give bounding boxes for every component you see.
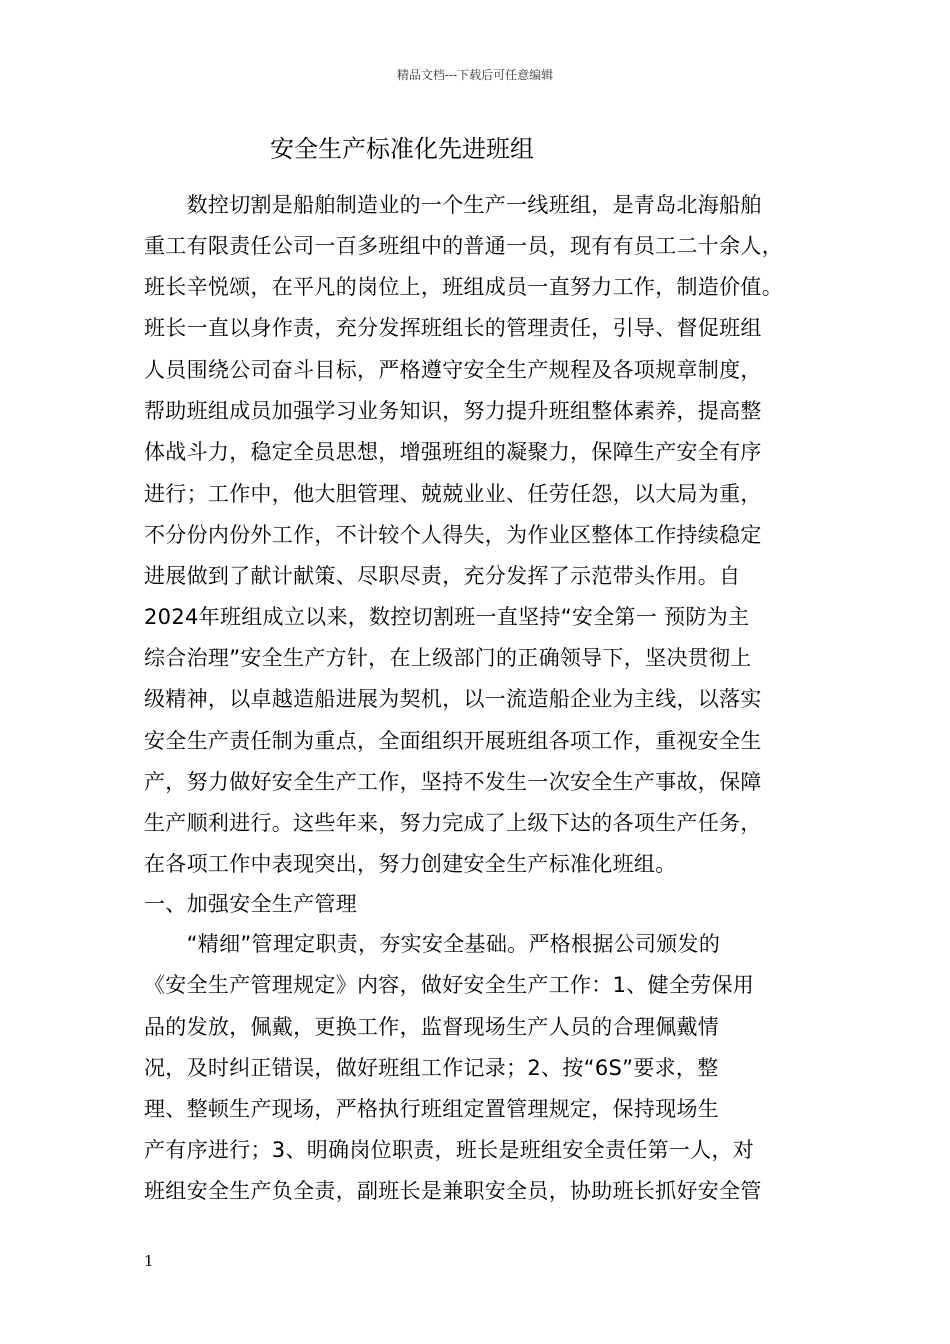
text-line: 进行；工作中，他大胆管理、兢兢业业、任劳任怨，以大局为重， (144, 482, 762, 506)
text-line: 产有序进行；3、明确岗位职责，班长是班组安全责任第一人，对 (144, 1138, 755, 1162)
text-line: 重工有限责任公司一百多班组中的普通一员，现有有员工二十余人， (144, 234, 783, 258)
text-line: 2024年班组成立以来，数控切割班一直坚持“安全第一 预防为主 (144, 605, 750, 629)
text-line: 帮助班组成员加强学习业务知识，努力提升班组整体素养，提高整 (144, 399, 762, 423)
text-line: 品的发放，佩戴，更换工作，监督现场生产人员的合理佩戴情 (144, 1015, 720, 1039)
text-line: 体战斗力，稳定全员思想，增强班组的凝聚力，保障生产安全有序 (144, 440, 762, 464)
text-line: 数控切割是船舶制造业的一个生产一线班组，是青岛北海船舶 (144, 193, 762, 217)
text-line: 安全生产责任制为重点，全面组织开展班组各项工作，重视安全生 (144, 729, 762, 753)
text-line: “精细”管理定职责，夯实安全基础。严格根据公司颁发的 (144, 932, 721, 956)
text-line: 况，及时纠正错误，做好班组工作记录；2、按“6S”要求，整 (144, 1056, 719, 1080)
text-line: 班组安全生产负全责，副班长是兼职安全员，协助班长抓好安全管 (144, 1179, 762, 1203)
text-line: 进展做到了献计献策、尽职尽责，充分发挥了示范带头作用。自 (144, 564, 741, 588)
section-heading: 一、加强安全生产管理 (144, 892, 357, 916)
text-line: 不分份内份外工作，不计较个人得失，为作业区整体工作持续稳定 (144, 523, 762, 547)
text-line: 在各项工作中表现突出，努力创建安全生产标准化班组。 (144, 852, 677, 876)
text-line: 级精神，以卓越造船进展为契机，以一流造船企业为主线，以落实 (144, 687, 762, 711)
text-line: 综合治理”安全生产方针，在上级部门的正确领导下，坚决贯彻上 (144, 646, 752, 670)
text-line: 理、整顿生产现场，严格执行班组定置管理规定，保持现场生 (144, 1097, 720, 1121)
text-line: 人员围绕公司奋斗目标，严格遵守安全生产规程及各项规章制度， (144, 358, 762, 382)
document-title: 安全生产标准化先进班组 (270, 135, 534, 163)
text-line: 生产顺利进行。这些年来，努力完成了上级下达的各项生产任务， (144, 811, 762, 835)
text-line: 班长辛悦颂，在平凡的岗位上，班组成员一直努力工作，制造价值。 (144, 275, 783, 299)
text-line: 班长一直以身作责，充分发挥班组长的管理责任，引导、督促班组 (144, 316, 762, 340)
text-line: 产，努力做好安全生产工作，坚持不发生一次安全生产事故，保障 (144, 770, 762, 794)
page-number: 1 (144, 1252, 154, 1270)
page-header: 精品文档---下载后可任意编辑 (396, 68, 554, 82)
text-line: 《安全生产管理规定》内容，做好安全生产工作：1、健全劳保用 (144, 973, 755, 997)
